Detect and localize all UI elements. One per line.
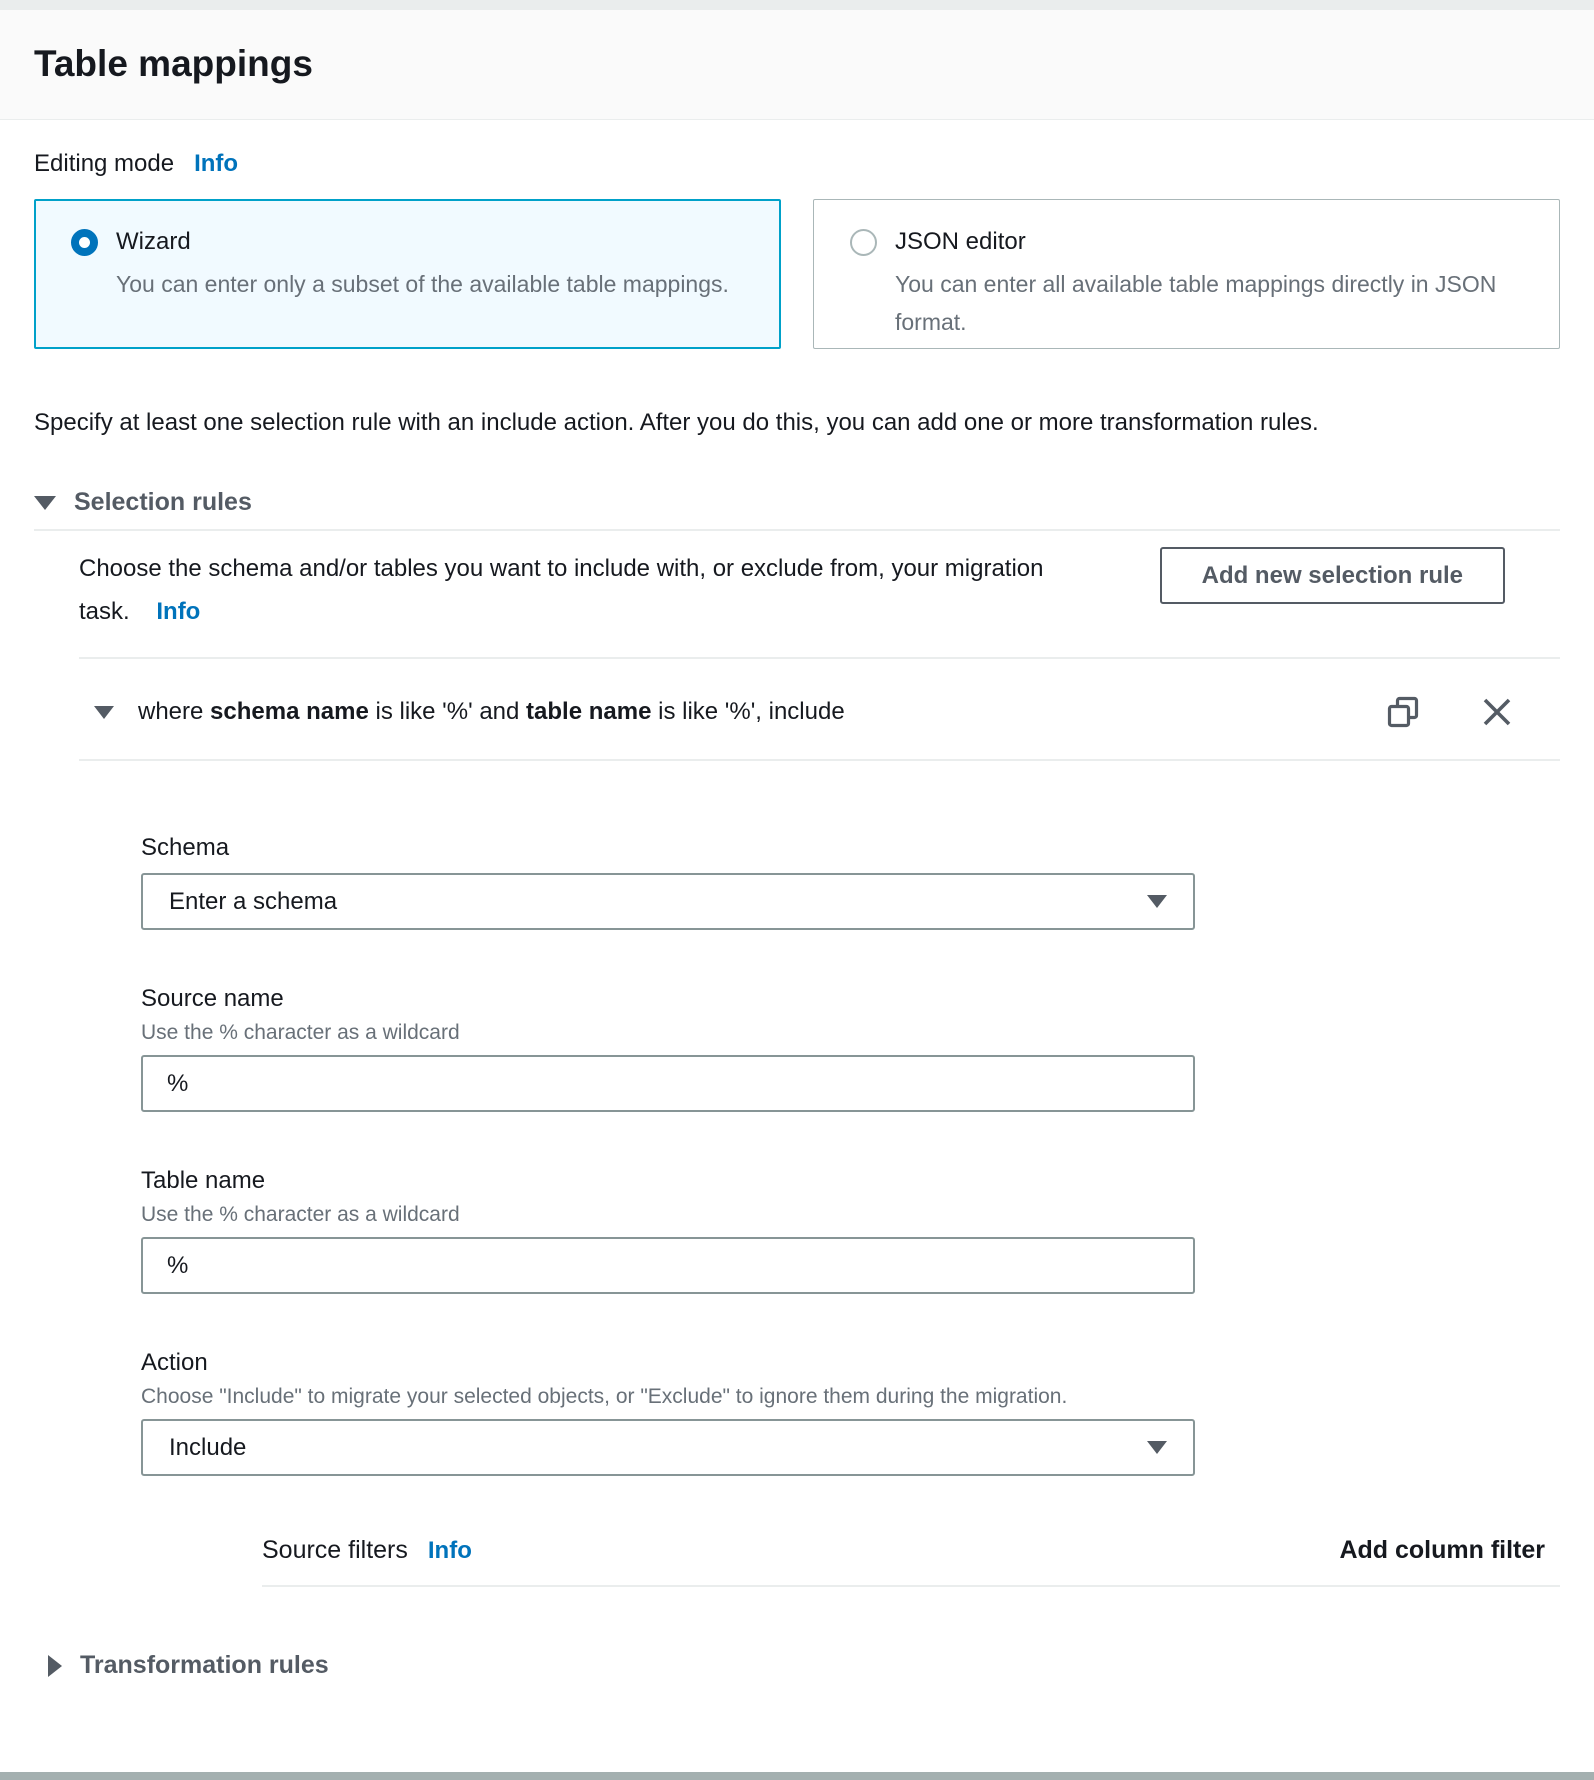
table-name-field-group — [141, 1166, 1560, 1294]
wizard-tile-title: Wizard — [116, 228, 191, 255]
caret-down-icon[interactable] — [94, 706, 114, 719]
remove-rule-button[interactable] — [1480, 695, 1514, 729]
editing-mode-tile-json-editor[interactable] — [813, 199, 1560, 349]
action-select[interactable] — [141, 1419, 1195, 1476]
intro-text: Specify at least one selection rule with an include action. After you do this, you can add one or more transformation rules. — [34, 409, 1319, 436]
source-filters-info-link[interactable]: Info — [427, 1537, 472, 1564]
selection-rules-intro-row — [79, 547, 1560, 643]
source-filters-row — [262, 1536, 1560, 1565]
page-title: Table mappings — [34, 43, 313, 84]
editing-mode-info-link[interactable]: Info — [194, 150, 239, 177]
source-filters-label: Source filters — [262, 1536, 408, 1564]
action-label: Action — [141, 1349, 208, 1376]
close-icon — [1480, 695, 1514, 729]
schema-select[interactable] — [141, 873, 1195, 930]
editing-mode-label: Editing mode — [34, 150, 175, 177]
transformation-rules-header[interactable] — [48, 1651, 1560, 1680]
schema-select-value: Enter a schema — [169, 887, 338, 915]
selection-rule-summary[interactable]: where schema name is like '%' and table name is like '%', include — [138, 698, 845, 725]
selection-rules-title: Selection rules — [74, 488, 252, 516]
source-name-input[interactable] — [141, 1055, 1195, 1112]
caret-right-icon — [48, 1655, 62, 1677]
summary-table-field: table name — [526, 698, 652, 725]
table-name-hint: Use the % character as a wildcard — [141, 1203, 460, 1226]
editing-mode-tile-wizard[interactable] — [34, 199, 781, 349]
source-name-hint: Use the % character as a wildcard — [141, 1021, 460, 1044]
selection-rules-info-link[interactable]: Info — [156, 598, 201, 625]
copy-icon — [1386, 695, 1420, 729]
wizard-tile-description: You can enter only a subset of the available table mappings. — [116, 271, 729, 297]
divider — [34, 529, 1560, 531]
panel-content — [0, 120, 1594, 1680]
action-select-value: Include — [169, 1433, 247, 1461]
duplicate-rule-button[interactable] — [1386, 695, 1420, 729]
add-column-filter-button[interactable]: Add column filter — [1339, 1536, 1545, 1564]
selection-rules-description: Choose the schema and/or tables you want to include with, or exclude from, your migration task. Info — [79, 555, 1044, 625]
editing-mode-tiles — [34, 199, 1560, 349]
json-editor-tile-description: You can enter all available table mappings directly in JSON format. — [895, 271, 1497, 335]
chevron-down-icon — [1147, 1441, 1167, 1454]
json-editor-radio-unselected[interactable] — [850, 229, 877, 256]
divider — [262, 1585, 1560, 1587]
schema-label: Schema — [141, 834, 230, 861]
caret-down-icon — [34, 496, 56, 510]
divider — [79, 759, 1560, 761]
selection-rules-header[interactable] — [34, 488, 1560, 517]
source-name-field-group — [141, 984, 1560, 1112]
wizard-radio-selected[interactable] — [71, 229, 98, 256]
chevron-down-icon — [1147, 895, 1167, 908]
panel-header — [0, 10, 1594, 120]
action-field-group — [141, 1348, 1560, 1476]
selection-rule-form — [141, 833, 1560, 1476]
schema-field-group — [141, 833, 1560, 930]
selection-rule-summary-row — [94, 695, 1560, 729]
table-name-input[interactable] — [141, 1237, 1195, 1294]
json-editor-tile-title: JSON editor — [895, 228, 1026, 255]
table-name-label: Table name — [141, 1167, 266, 1194]
source-name-label: Source name — [141, 985, 284, 1012]
page-top-strip — [0, 0, 1594, 10]
summary-schema-field: schema name — [210, 698, 369, 725]
action-hint: Choose "Include" to migrate your selected objects, or "Exclude" to ignore them during the migration. — [141, 1385, 1068, 1408]
transformation-rules-title: Transformation rules — [80, 1651, 329, 1679]
add-selection-rule-button[interactable]: Add new selection rule — [1160, 547, 1505, 604]
page-bottom-strip — [0, 1772, 1594, 1780]
editing-mode-row — [34, 120, 1560, 183]
divider — [79, 657, 1560, 659]
